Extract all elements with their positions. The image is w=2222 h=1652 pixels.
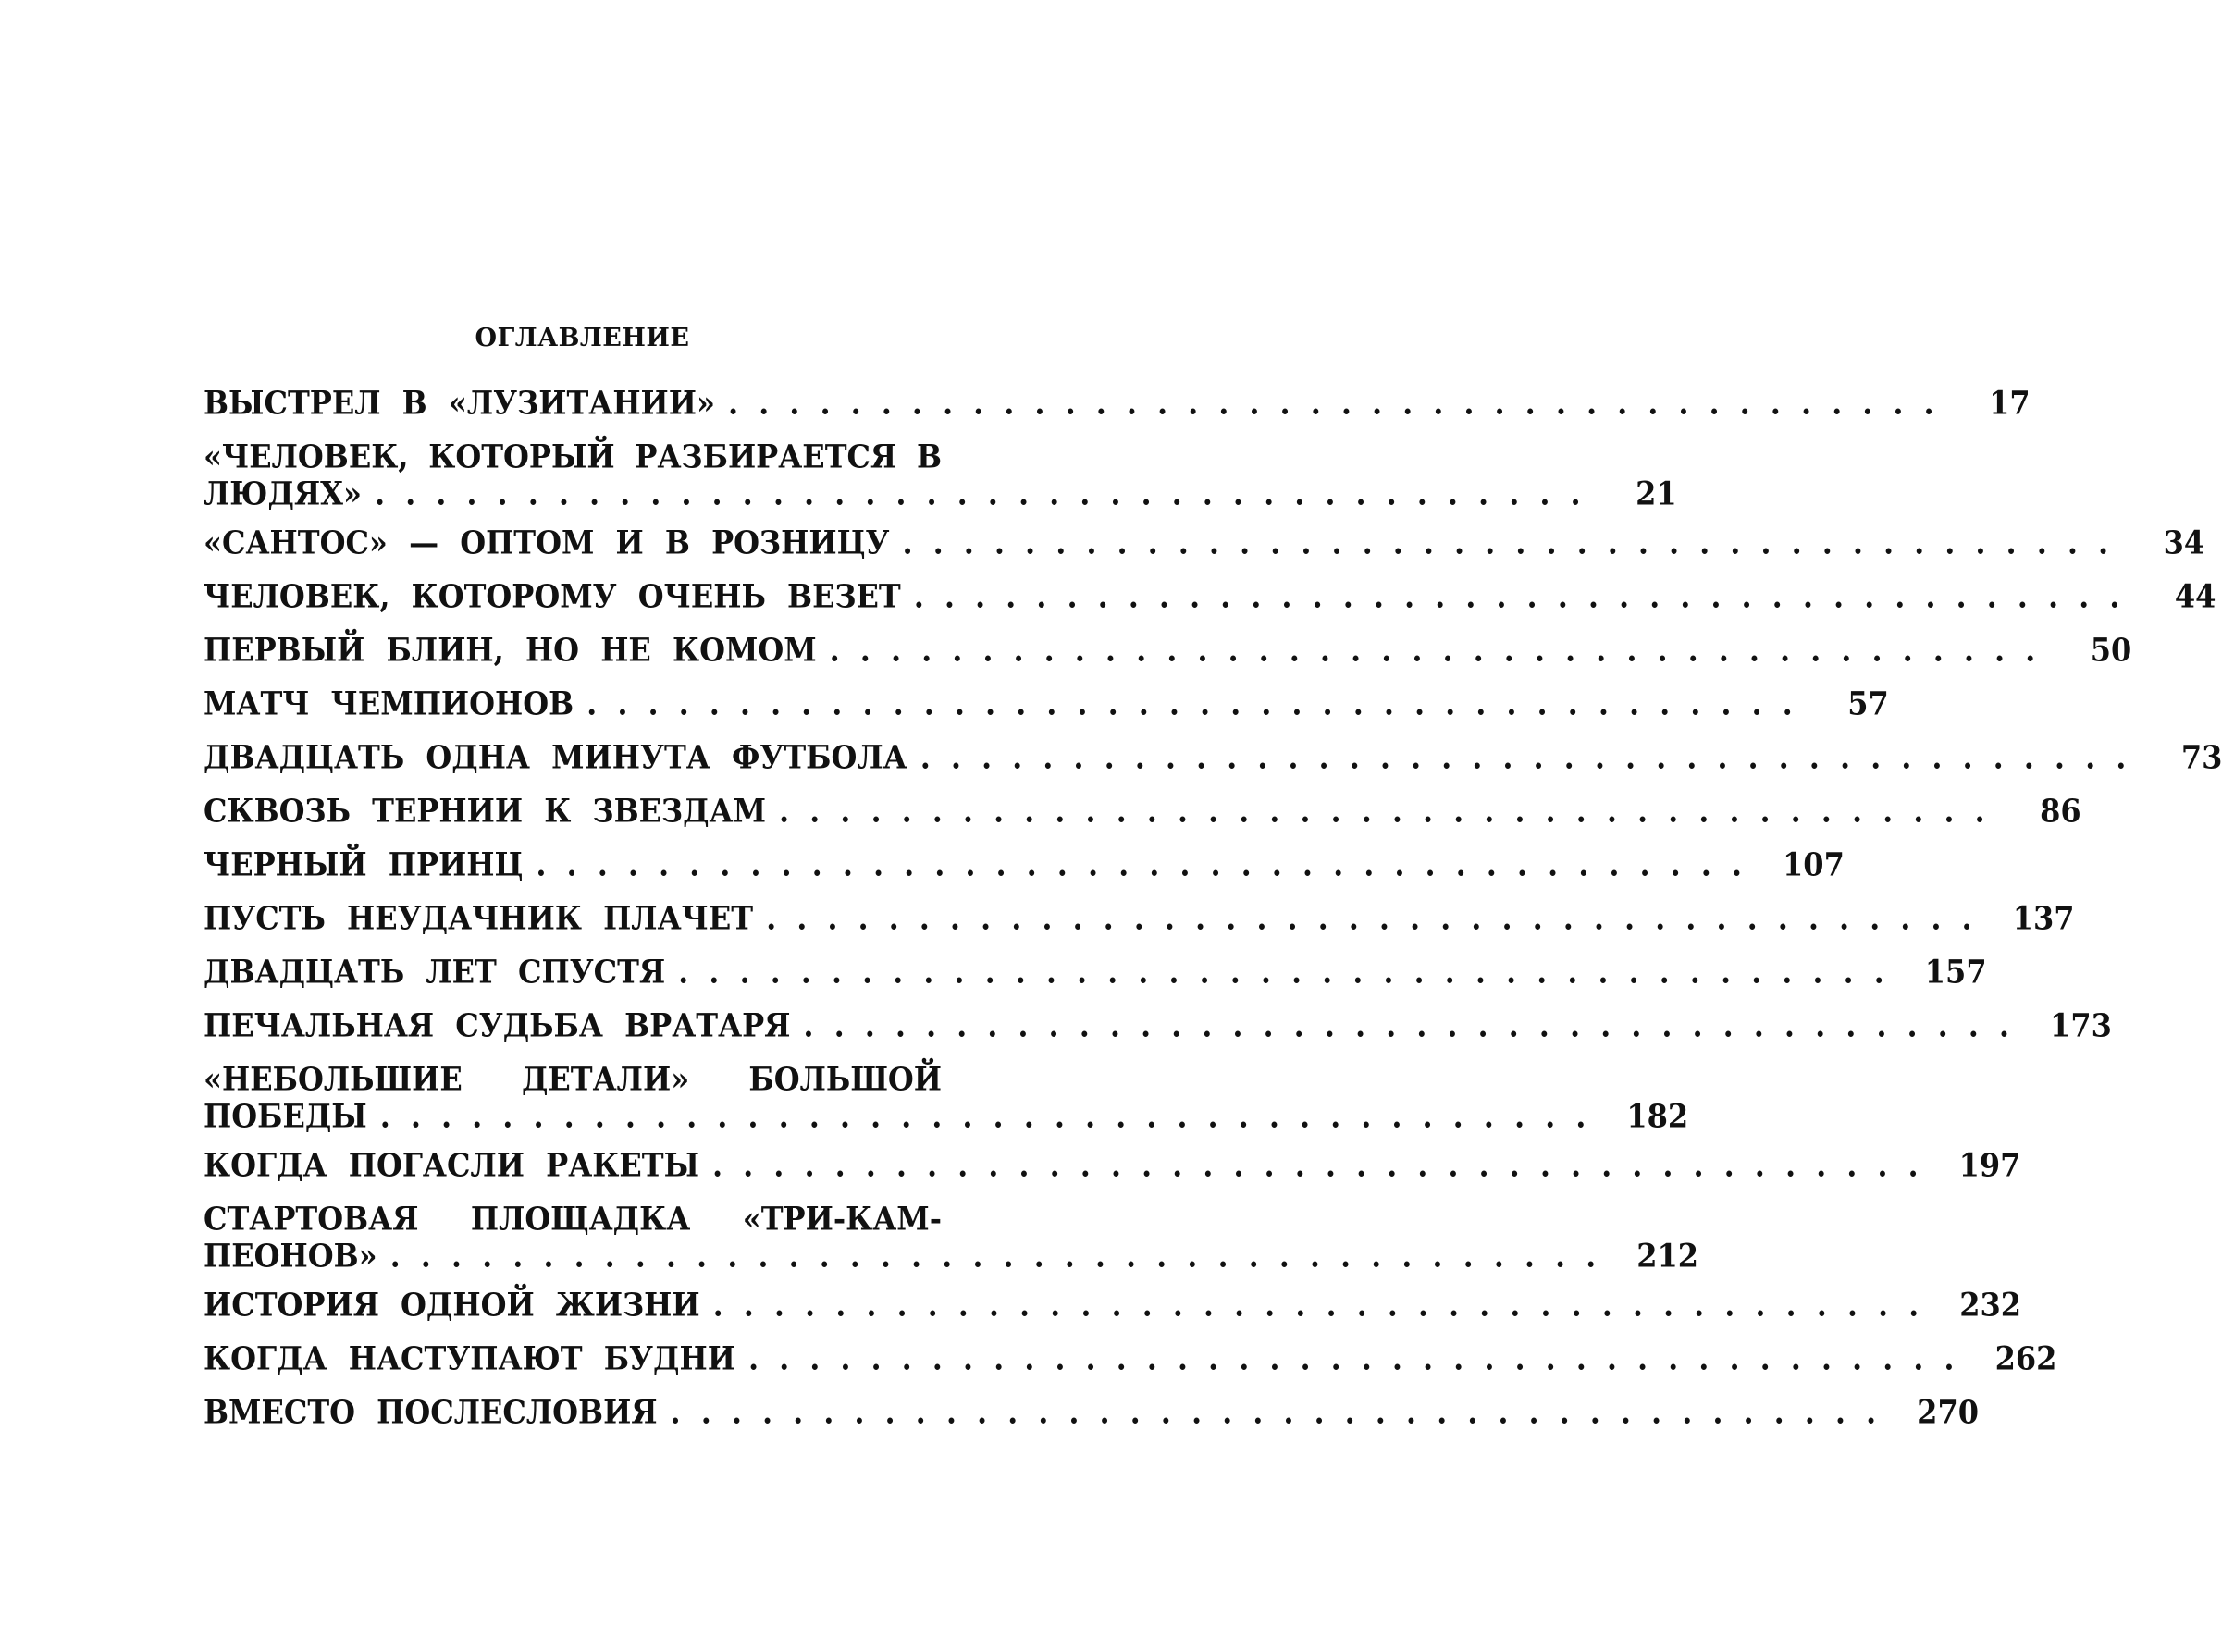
table-of-contents [204, 383, 2222, 1448]
toc-page-number: 34 [2163, 523, 2205, 561]
toc-entry-title: ПЕЧАЛЬНАЯ СУДЬБА ВРАТАРЯ [204, 1005, 791, 1044]
toc-entry-row [204, 898, 2075, 937]
toc-entry-title: «САНТОС» — ОПТОМ И В РОЗНИЦУ [204, 523, 890, 561]
toc-entry [204, 523, 2205, 561]
dot-leader: ........................................ [678, 952, 1905, 991]
toc-page-number: 270 [1917, 1392, 1979, 1431]
toc-entry-title: ДВАДЦАТЬ ЛЕТ СПУСТЯ [204, 952, 666, 991]
toc-page-number: 86 [2040, 791, 2081, 830]
toc-page-number: 21 [1636, 474, 1677, 512]
toc-entry-row [204, 844, 1845, 883]
toc-page-number: 182 [1626, 1096, 1689, 1135]
toc-entry-title: ВМЕСТО ПОСЛЕСЛОВИЯ [204, 1392, 658, 1431]
toc-page-number: 50 [2090, 630, 2132, 669]
toc-entry-row [204, 1285, 2022, 1324]
toc-entry-title: ПЕРВЫЙ БЛИН, НО НЕ КОМОМ [204, 630, 817, 669]
toc-entry [204, 1059, 1689, 1135]
toc-entry-row [204, 576, 2216, 615]
toc-page-number: 73 [2180, 737, 2222, 776]
toc-entry-row [204, 737, 2222, 776]
toc-entry [204, 1285, 2022, 1324]
toc-entry-title: ПУСТЬ НЕУДАЧНИК ПЛАЧЕТ [204, 898, 754, 937]
toc-entry-title-line: СТАРТОВАЯ ПЛОЩАДКА «ТРИ-КАМ- [204, 1199, 942, 1238]
toc-entry [204, 844, 1845, 883]
dot-leader: ........................................ [779, 791, 2006, 830]
dot-leader: ........................................ [747, 1338, 1975, 1377]
dot-leader: ........................................ [712, 1285, 1940, 1324]
toc-entry-title: ЧЕЛОВЕК, КОТОРОМУ ОЧЕНЬ ВЕЗЕТ [204, 576, 901, 615]
toc-entry-title: МАТЧ ЧЕМПИОНОВ [204, 684, 574, 722]
toc-entry-title: ЛЮДЯХ» [204, 474, 362, 512]
toc-entry-row [204, 1392, 1979, 1431]
toc-page-number: 173 [2050, 1005, 2112, 1044]
toc-entry-title-line: «ЧЕЛОВЕК, КОТОРЫЙ РАЗБИРАЕТСЯ В [204, 437, 942, 475]
dot-leader: ........................................ [902, 523, 2129, 561]
dot-leader: ........................................ [536, 844, 1763, 883]
dot-leader: ........................................ [803, 1005, 2031, 1044]
toc-entry [204, 576, 2216, 615]
toc-entry [204, 1005, 2112, 1044]
toc-page-number: 107 [1783, 844, 1845, 883]
toc-page-number: 197 [1958, 1145, 2021, 1184]
dot-leader: ........................................ [829, 630, 2056, 669]
toc-entry-row [204, 474, 1677, 512]
toc-page-number: 44 [2174, 576, 2216, 615]
toc-entry-title-line: «НЕБОЛЬШИЕ ДЕТАЛИ» БОЛЬШОЙ [204, 1059, 942, 1098]
toc-page-number: 212 [1636, 1236, 1699, 1275]
toc-entry [204, 1199, 1699, 1275]
toc-page-number: 137 [2012, 898, 2075, 937]
toc-entry-title: ВЫСТРЕЛ В «ЛУЗИТАНИИ» [204, 383, 716, 422]
toc-page-number: 262 [1994, 1338, 2057, 1377]
toc-entry-title: СКВОЗЬ ТЕРНИИ К ЗВЕЗДАМ [204, 791, 767, 830]
dot-leader: ........................................ [766, 898, 1993, 937]
toc-entry-row [204, 684, 1889, 722]
toc-entry-row [204, 952, 1987, 991]
toc-page-number: 57 [1847, 684, 1889, 722]
toc-entry-row [204, 1145, 2021, 1184]
toc-title: ОГЛАВЛЕНИЕ [475, 324, 690, 352]
dot-leader: ........................................ [379, 1096, 1607, 1135]
dot-leader: ........................................ [389, 1236, 1617, 1275]
toc-entry [204, 791, 2081, 830]
dot-leader: ........................................ [913, 576, 2141, 615]
toc-page-number: 157 [1924, 952, 1987, 991]
toc-entry-title: КОГДА ПОГАСЛИ РАКЕТЫ [204, 1145, 700, 1184]
toc-entry-title: КОГДА НАСТУПАЮТ БУДНИ [204, 1338, 735, 1377]
toc-entry-row [204, 791, 2081, 830]
toc-entry-row [204, 1005, 2112, 1044]
toc-entry-row [204, 1236, 1699, 1275]
toc-entry-title: ИСТОРИЯ ОДНОЙ ЖИЗНИ [204, 1285, 700, 1324]
toc-entry-title: ПОБЕДЫ [204, 1096, 367, 1135]
toc-entry [204, 684, 1889, 722]
toc-entry-row [204, 523, 2205, 561]
toc-entry [204, 952, 1987, 991]
toc-entry [204, 1392, 1979, 1431]
toc-page-number: 17 [1989, 383, 2031, 422]
toc-entry [204, 437, 1677, 512]
toc-entry-title: ДВАДЦАТЬ ОДНА МИНУТА ФУТБОЛА [204, 737, 907, 776]
dot-leader: ........................................ [920, 737, 2147, 776]
dot-leader: ........................................ [374, 474, 1601, 512]
toc-page-number: 232 [1959, 1285, 2022, 1324]
dot-leader: ........................................ [712, 1145, 1939, 1184]
toc-entry-row [204, 383, 2031, 422]
toc-entry [204, 737, 2222, 776]
toc-entry [204, 1145, 2021, 1184]
dot-leader: ........................................ [586, 684, 1813, 722]
toc-entry [204, 1338, 2057, 1377]
toc-entry [204, 898, 2075, 937]
toc-entry-title: ЧЕРНЫЙ ПРИНЦ [204, 844, 524, 883]
toc-entry [204, 630, 2132, 669]
dot-leader: ........................................ [670, 1392, 1897, 1431]
toc-entry-row [204, 1338, 2057, 1377]
toc-entry [204, 383, 2031, 422]
toc-entry-row [204, 1096, 1689, 1135]
toc-entry-row [204, 630, 2132, 669]
toc-entry-title: ПЕОНОВ» [204, 1236, 377, 1275]
dot-leader: ........................................ [728, 383, 1955, 422]
